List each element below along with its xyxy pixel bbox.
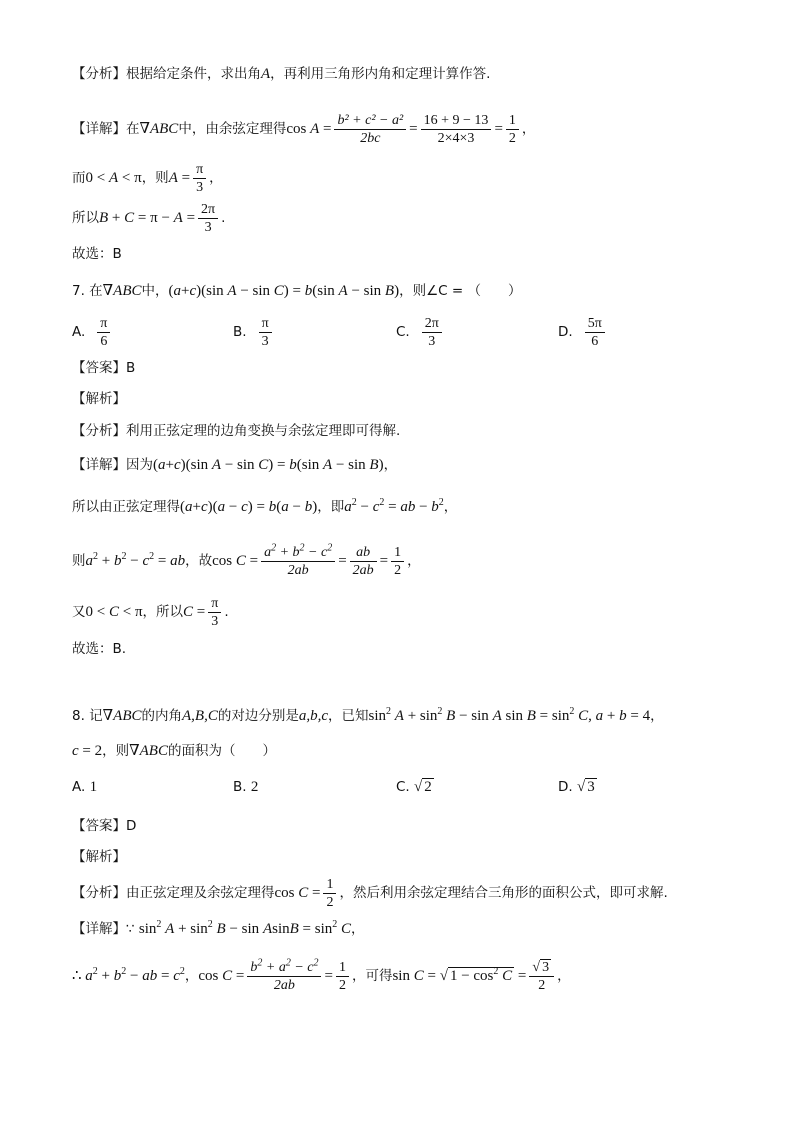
because-sign: ∵ (126, 921, 139, 937)
detail-tag: 【详解】 (72, 121, 126, 137)
math-triangle: ∇ABC (129, 743, 168, 759)
math-A-eq: A = (168, 170, 191, 186)
math-cosA: cos A = (286, 121, 332, 137)
q8-stem-c: ，已知 (328, 708, 369, 724)
frac3-den: 2 (508, 130, 516, 146)
line4-mid: ，所以 (142, 604, 184, 620)
option-den: 3 (261, 333, 269, 349)
option-num: 2π (422, 315, 442, 333)
q8-option-c (396, 779, 434, 796)
math-angles: A,B,C (182, 708, 218, 724)
q6-line4: 所以B + C = π − A = $\frac{2\pi}{3}$ . (72, 201, 226, 235)
q8-analysis: 【分析】由正弦定理及余弦定理得cos C = $\frac{1}{2}$ ，然后利用余弦定理结合三角形的面积公式，即可求解. (72, 876, 668, 910)
q8-stem-mid: ，则 (102, 743, 130, 759)
analysis-tag: 【分析】 (72, 66, 126, 82)
q8-option-b (233, 779, 258, 796)
option-value: 3 (587, 779, 595, 795)
analysis-text: 根据给定条件，求出角 (126, 66, 261, 82)
q6-analysis-line (72, 64, 490, 84)
answer-tag: 【答案】 (72, 360, 126, 376)
sqrt-sign: √ (414, 779, 423, 795)
q7-option-d (558, 312, 608, 352)
q7-answer (72, 358, 135, 378)
frac3-num: 1 (506, 112, 519, 130)
line3-mid: ，故 (185, 553, 213, 569)
q7-eq-2: $a^2 - c^2$ = ab − $b^2$ (344, 497, 444, 515)
option-label: A. (72, 324, 86, 340)
frac2-num: 16 + 9 − 13 (421, 112, 492, 130)
option-value: 2 (250, 779, 259, 795)
math-range: 0 < A < π (85, 170, 142, 186)
q8-answer (72, 816, 136, 836)
q6-line3: 而0 < A < π，则A = $\frac{\pi}{3}$ ， (72, 161, 223, 195)
q7-detail-3: 则$a^2 + b^2 - c^2$ = ab，故cos C = $\frac{a^2 + b^2 - c^2}{2ab}$ = $\frac{ab}{2ab}$ = $\frac{1}{2}$ ， (72, 541, 421, 578)
q8-detail-2: ∴ $a^2 + b^2$ − ab = $c^2$，cos C = $\frac{b^2 + a^2 - c^2}{2ab}$ = $\frac{1}{2}$ ，可得sin C = √ $1 - \cos^2 C$ = $\frac{√ 3}{2}$ ， (72, 956, 571, 993)
q7-equation-2: (a+c)(sin A − sin C) = b(sin A − sin B) (153, 457, 384, 473)
fraction-pi-3: $\frac{\pi}{3}$ (193, 161, 206, 196)
analysis-text-end: ，再利用三角形内角和定理计算作答. (270, 66, 491, 82)
answer-tag: 【答案】 (72, 818, 126, 834)
detail-pre: 因为 (126, 457, 153, 473)
q6-detail-line: 【详解】在∇ABC中，由余弦定理得cos A = $\frac{\text{b² + c² − a²}}{2bc}$ = $\frac{16 + 9 - 13}{2\times 4\times 3}$ = $\frac{1}{2}$ ， (72, 112, 536, 146)
q8-option-a (72, 779, 97, 796)
q7-detail-4: 又0 < C < π，所以C = $\frac{\pi}{3}$ . (72, 595, 229, 629)
q7-eq-3: $a^2 + b^2 - c^2$ = ab (85, 551, 186, 569)
line3-pre: 则 (72, 553, 86, 569)
math-cosC: cos C = (198, 968, 245, 984)
math-sides: a,b,c (298, 708, 329, 724)
option-label: D. (558, 324, 573, 340)
math-C-eq: C = (183, 604, 206, 620)
q8-option-d (558, 779, 597, 796)
q8-number: 8. 记 (72, 708, 103, 724)
math-c-eq: c = 2 (72, 743, 103, 759)
analysis-post: ，然后利用余弦定理结合三角形的面积公式，即可求解. (339, 885, 668, 901)
analysis-pre: 由正弦定理及余弦定理得 (126, 885, 275, 901)
frac2-den: 2×4×3 (437, 130, 475, 146)
q8-stem-b: 的对边分别是 (217, 708, 299, 724)
answer-value: D (126, 818, 137, 834)
answer-value: B (126, 360, 136, 376)
detail-tag: 【详解】 (72, 921, 126, 937)
option-label: C. (396, 779, 410, 795)
fraction-1 (334, 112, 406, 147)
math-A: A (261, 66, 271, 82)
analysis-tag: 【分析】 (72, 423, 126, 439)
q6-choose: 故选：B (72, 246, 122, 262)
line3-mid: ，则 (141, 170, 169, 186)
option-label: A. (72, 779, 86, 795)
therefore-eq: ∴ $a^2 + b^2$ − ab = $c^2$ (72, 966, 185, 984)
math-cosC: cos C = (274, 885, 321, 901)
q7-option-b (233, 312, 275, 352)
q8-stem-1: 8. 记∇ABC的内角A,B,C的对边分别是a,b,c，已知$\sin^2 A + \sin^2 B - \sin A$ $\sin B = \sin^2 C$, a + b = 4， (72, 706, 664, 724)
option-label: B. (233, 779, 247, 795)
q8-stem-2 (72, 741, 276, 761)
frac1-den: 2bc (360, 130, 381, 146)
option-den: 6 (591, 333, 599, 349)
math-triangle: ∇ABC (102, 283, 142, 299)
line2-mid: ，可得 (351, 968, 393, 984)
option-num: π (259, 315, 272, 333)
q8-stem-a: 的内角 (141, 708, 182, 724)
option-num: 5π (585, 315, 605, 333)
fraction-2 (421, 112, 492, 147)
q8-condition-2: $\sin^2 A + \sin^2 B - \sin AsinB = \sin^2 C$ (138, 919, 352, 937)
frac1-num: b² + c² − a² (334, 112, 406, 130)
line2-pre: 所以由正弦定理得 (72, 499, 180, 515)
q7-detail-1: 【详解】因为(a+c)(sin A − sin C) = b(sin A − sin B)， (72, 457, 398, 473)
detail-tag: 【详解】 (72, 457, 126, 473)
option-value: 2 (424, 779, 432, 795)
option-label: B. (233, 324, 247, 340)
q7-stem-end: ，则∠C = （ ） (399, 283, 522, 299)
sqrt-sign: √ (576, 779, 586, 795)
math-triangle: ∇ABC (139, 121, 179, 137)
q7-option-a (72, 312, 113, 352)
q8-stem-end: 的面积为（ ） (167, 743, 276, 759)
option-value: 1 (89, 779, 98, 795)
math-triangle: ∇ABC (102, 708, 142, 724)
q7-option-c (396, 312, 445, 352)
q8-condition: $\sin^2 A + \sin^2 B - \sin A$ $\sin B = \sin^2 C$, a + b = 4 (368, 706, 651, 724)
option-den: 6 (100, 333, 108, 349)
line4-pre: 又 (72, 604, 86, 620)
math-BC: B + C = π − A = (99, 210, 196, 226)
math-cosC: cos C = (212, 553, 259, 569)
q7-stem-mid: 中， (141, 283, 169, 299)
analysis-text: 利用正弦定理的边角变换与余弦定理即可得解. (126, 423, 401, 439)
math-sinC: sin C = √ $1 - \cos^2 C$ = (392, 966, 527, 984)
line4-pre: 所以 (72, 210, 99, 226)
q7-equation: (a+c)(sin A − sin C) = b(sin A − sin B) (168, 283, 400, 299)
option-label: D. (558, 779, 573, 795)
line3-pre: 而 (72, 170, 86, 186)
q8-jiexi: 【解析】 (72, 849, 126, 865)
q7-analysis (72, 421, 400, 441)
option-den: 3 (428, 333, 436, 349)
q7-jiexi: 【解析】 (72, 391, 126, 407)
q7-detail-2: 所以由正弦定理得(a+c)(a − c) = b(a − b)，即$a^2 - c^2$ = ab − $b^2$， (72, 497, 458, 515)
q7-choose: 故选：B. (72, 641, 127, 657)
q8-detail-1: 【详解】∵ $\sin^2 A + \sin^2 B - \sin AsinB = \sin^2 C$， (72, 919, 365, 937)
fraction-3 (506, 112, 519, 147)
detail-mid: 中，由余弦定理得 (178, 121, 287, 137)
q7-eq-sides: (a+c)(a − c) = b(a − b) (180, 499, 318, 515)
detail-pre: 在 (126, 121, 140, 137)
q7-number: 7. 在 (72, 283, 103, 299)
math-C-range: 0 < C < π (85, 604, 143, 620)
q7-stem (72, 281, 522, 301)
option-num: π (97, 315, 110, 333)
analysis-tag: 【分析】 (72, 885, 126, 901)
fraction-2pi-3: $\frac{2\pi}{3}$ (198, 201, 218, 236)
line2-mid: ，即 (317, 499, 345, 515)
option-label: C. (396, 324, 410, 340)
